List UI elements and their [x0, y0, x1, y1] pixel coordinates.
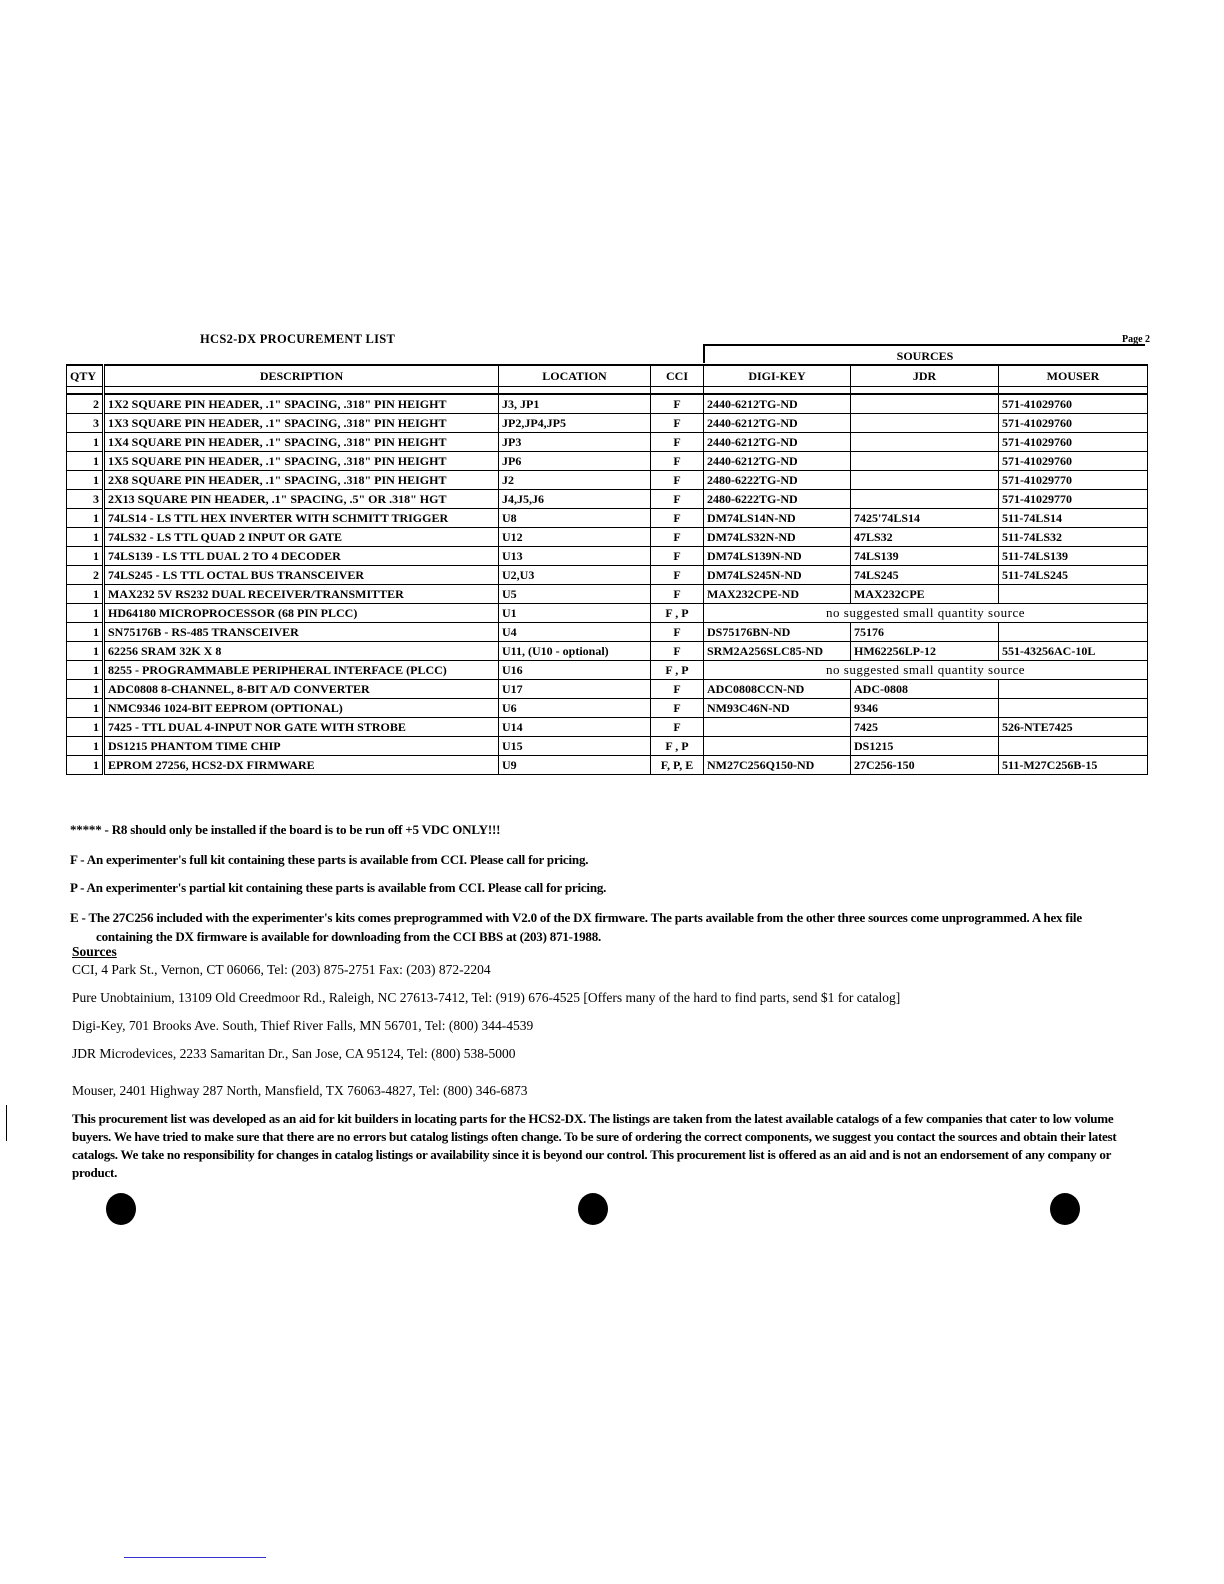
table-row — [67, 509, 1148, 528]
qty-cell: 1 — [67, 509, 104, 528]
table-row — [67, 604, 1148, 623]
description-cell: ADC0808 8-CHANNEL, 8-BIT A/D CONVERTER — [104, 680, 499, 699]
digikey-cell: 2440-6212TG-ND — [704, 452, 851, 471]
description-cell: NMC9346 1024-BIT EEPROM (OPTIONAL) — [104, 699, 499, 718]
description-cell: SN75176B - RS-485 TRANSCEIVER — [104, 623, 499, 642]
location-cell: U16 — [499, 661, 651, 680]
no-source-note: no suggested small quantity source — [704, 604, 1148, 623]
table-row — [67, 756, 1148, 775]
jdr-cell — [851, 433, 999, 452]
qty-cell: 1 — [67, 699, 104, 718]
location-cell: U12 — [499, 528, 651, 547]
digikey-cell: 2440-6212TG-ND — [704, 433, 851, 452]
location-cell: U2,U3 — [499, 566, 651, 585]
cci-cell: F — [651, 433, 704, 452]
mouser-cell: 571-41029760 — [999, 414, 1148, 433]
procurement-table — [66, 364, 1148, 775]
margin-mark — [6, 1105, 7, 1141]
qty-cell: 1 — [67, 623, 104, 642]
description-cell: 7425 - TTL DUAL 4-INPUT NOR GATE WITH STROBE — [104, 718, 499, 737]
jdr-cell: 74LS139 — [851, 547, 999, 566]
cci-cell: F — [651, 547, 704, 566]
footnote: E - The 27C256 included with the experimenter's kits comes preprogrammed with V2.0 of the DX firmware. The parts available from the other three sources come unprogrammed. A hex file containing the DX firmware is available for downloading from the CCI BBS at (203) 871-1988. — [70, 910, 1082, 944]
qty-cell: 1 — [67, 528, 104, 547]
digikey-cell: 2440-6212TG-ND — [704, 414, 851, 433]
location-cell: U17 — [499, 680, 651, 699]
table-row — [67, 623, 1148, 642]
digikey-cell: DM74LS245N-ND — [704, 566, 851, 585]
jdr-cell — [851, 452, 999, 471]
source-entry: Mouser, 2401 Highway 287 North, Mansfield, TX 76063-4827, Tel: (800) 346-6873 — [72, 1083, 528, 1098]
qty-cell: 3 — [67, 490, 104, 509]
cci-cell: F — [651, 718, 704, 737]
footnote: F - An experimenter's full kit containing these parts is available from CCI. Please call for pricing. — [70, 852, 589, 867]
mouser-cell: 571-41029760 — [999, 433, 1148, 452]
mouser-cell: 511-74LS14 — [999, 509, 1148, 528]
description-cell: EPROM 27256, HCS2-DX FIRMWARE — [104, 756, 499, 775]
digikey-cell: 2480-6222TG-ND — [704, 490, 851, 509]
location-cell: U1 — [499, 604, 651, 623]
table-row — [67, 718, 1148, 737]
qty-cell: 1 — [67, 661, 104, 680]
table-row — [67, 452, 1148, 471]
no-source-note: no suggested small quantity source — [704, 661, 1148, 680]
table-body — [67, 394, 1148, 775]
jdr-cell: 27C256-150 — [851, 756, 999, 775]
digikey-cell: NM93C46N-ND — [704, 699, 851, 718]
table-row — [67, 661, 1148, 680]
document-title: HCS2-DX PROCUREMENT LIST — [200, 332, 396, 346]
col-mouser: MOUSER — [999, 365, 1148, 387]
jdr-cell: HM62256LP-12 — [851, 642, 999, 661]
qty-cell: 2 — [67, 566, 104, 585]
digikey-cell: DM74LS32N-ND — [704, 528, 851, 547]
source-entry: JDR Microdevices, 2233 Samaritan Dr., San Jose, CA 95124, Tel: (800) 538-5000 — [72, 1046, 516, 1061]
digikey-cell — [704, 737, 851, 756]
description-cell: 74LS32 - LS TTL QUAD 2 INPUT OR GATE — [104, 528, 499, 547]
jdr-cell: 7425'74LS14 — [851, 509, 999, 528]
col-digikey: DIGI-KEY — [704, 365, 851, 387]
cci-cell: F — [651, 528, 704, 547]
description-cell: 1X2 SQUARE PIN HEADER, .1" SPACING, .318" PIN HEIGHT — [104, 394, 499, 414]
mouser-cell: 571-41029770 — [999, 490, 1148, 509]
jdr-cell: DS1215 — [851, 737, 999, 756]
location-cell: U4 — [499, 623, 651, 642]
mouser-cell: 571-41029760 — [999, 452, 1148, 471]
location-cell: U14 — [499, 718, 651, 737]
punch-hole-right — [1050, 1193, 1080, 1225]
table-row — [67, 490, 1148, 509]
qty-cell: 1 — [67, 547, 104, 566]
qty-cell: 1 — [67, 737, 104, 756]
digikey-cell: ADC0808CCN-ND — [704, 680, 851, 699]
mouser-cell — [999, 737, 1148, 756]
cci-cell: F — [651, 490, 704, 509]
qty-cell: 2 — [67, 394, 104, 414]
location-cell: J2 — [499, 471, 651, 490]
description-cell: 2X13 SQUARE PIN HEADER, .1" SPACING, .5" OR .318" HGT — [104, 490, 499, 509]
jdr-cell — [851, 394, 999, 414]
cci-cell: F , P — [651, 737, 704, 756]
jdr-cell: 7425 — [851, 718, 999, 737]
table-row — [67, 414, 1148, 433]
header-spacer — [67, 387, 1148, 395]
digikey-cell: MAX232CPE-ND — [704, 585, 851, 604]
table-header-row — [67, 365, 1148, 387]
mouser-cell — [999, 699, 1148, 718]
qty-cell: 1 — [67, 471, 104, 490]
mouser-cell — [999, 680, 1148, 699]
description-cell: 74LS139 - LS TTL DUAL 2 TO 4 DECODER — [104, 547, 499, 566]
table-row — [67, 566, 1148, 585]
jdr-cell — [851, 414, 999, 433]
page-number: Page 2 — [1122, 334, 1151, 345]
cci-cell: F , P — [651, 661, 704, 680]
description-cell: DS1215 PHANTOM TIME CHIP — [104, 737, 499, 756]
cci-cell: F , P — [651, 604, 704, 623]
description-cell: 2X8 SQUARE PIN HEADER, .1" SPACING, .318" PIN HEIGHT — [104, 471, 499, 490]
cci-cell: F — [651, 699, 704, 718]
location-cell: J3, JP1 — [499, 394, 651, 414]
location-cell: J4,J5,J6 — [499, 490, 651, 509]
mouser-cell: 511-M27C256B-15 — [999, 756, 1148, 775]
digikey-cell: 2440-6212TG-ND — [704, 394, 851, 414]
digikey-cell — [704, 718, 851, 737]
cci-cell: F — [651, 414, 704, 433]
footnote: P - An experimenter's partial kit containing these parts is available from CCI. Please call for pricing. — [70, 880, 607, 895]
description-cell: 1X3 SQUARE PIN HEADER, .1" SPACING, .318" PIN HEIGHT — [104, 414, 499, 433]
description-cell: 62256 SRAM 32K X 8 — [104, 642, 499, 661]
digikey-cell: DM74LS14N-ND — [704, 509, 851, 528]
qty-cell: 1 — [67, 756, 104, 775]
punch-hole-center — [578, 1193, 608, 1225]
table-row — [67, 699, 1148, 718]
jdr-cell: 47LS32 — [851, 528, 999, 547]
description-cell: 1X5 SQUARE PIN HEADER, .1" SPACING, .318" PIN HEIGHT — [104, 452, 499, 471]
table-row — [67, 642, 1148, 661]
mouser-cell: 526-NTE7425 — [999, 718, 1148, 737]
location-cell: JP3 — [499, 433, 651, 452]
cci-cell: F — [651, 623, 704, 642]
footnote: ***** - R8 should only be installed if the board is to be run off +5 VDC ONLY!!! — [70, 822, 501, 837]
digikey-cell: NM27C256Q150-ND — [704, 756, 851, 775]
cci-cell: F, P, E — [651, 756, 704, 775]
jdr-cell — [851, 490, 999, 509]
jdr-cell: 74LS245 — [851, 566, 999, 585]
source-entry: CCI, 4 Park St., Vernon, CT 06066, Tel: (203) 875-2751 Fax: (203) 872-2204 — [72, 962, 491, 977]
qty-cell: 1 — [67, 585, 104, 604]
location-cell: U8 — [499, 509, 651, 528]
mouser-cell — [999, 585, 1148, 604]
jdr-cell: MAX232CPE — [851, 585, 999, 604]
cci-cell: F — [651, 585, 704, 604]
description-cell: 8255 - PROGRAMMABLE PERIPHERAL INTERFACE (PLCC) — [104, 661, 499, 680]
digikey-cell: DS75176BN-ND — [704, 623, 851, 642]
sources-title: Sources — [72, 944, 117, 959]
digikey-cell: DM74LS139N-ND — [704, 547, 851, 566]
source-entry: Pure Unobtainium, 13109 Old Creedmoor Rd., Raleigh, NC 27613-7412, Tel: (919) 676-4525 [Offers many of the hard to find parts, send $1 for catalog] — [72, 990, 901, 1005]
mouser-cell: 511-74LS245 — [999, 566, 1148, 585]
description-cell: HD64180 MICROPROCESSOR (68 PIN PLCC) — [104, 604, 499, 623]
source-entry: Digi-Key, 701 Brooks Ave. South, Thief River Falls, MN 56701, Tel: (800) 344-4539 — [72, 1018, 534, 1033]
table-row — [67, 585, 1148, 604]
jdr-cell — [851, 471, 999, 490]
description-cell: 74LS245 - LS TTL OCTAL BUS TRANSCEIVER — [104, 566, 499, 585]
location-cell: JP2,JP4,JP5 — [499, 414, 651, 433]
mouser-cell: 511-74LS139 — [999, 547, 1148, 566]
col-cci: CCI — [651, 365, 704, 387]
qty-cell: 1 — [67, 604, 104, 623]
cci-cell: F — [651, 509, 704, 528]
disclaimer: This procurement list was developed as an aid for kit builders in locating parts for the HCS2-DX. The listings are taken from the latest available catalogs of a few companies that cater to low volume buyers. We have tried to make sure that there are no errors but catalog listings often change. To be sure of ordering the correct components, we suggest you contact the sources and obtain their latest catalogs. We take no responsibility for changes in catalog listings or availability since it is beyond our control. This procurement list is offered as an aid and is not an endorsement of any company or product. — [72, 1111, 1117, 1180]
mouser-cell — [999, 623, 1148, 642]
location-cell: U5 — [499, 585, 651, 604]
location-cell: U11, (U10 - optional) — [499, 642, 651, 661]
qty-cell: 1 — [67, 718, 104, 737]
description-cell: MAX232 5V RS232 DUAL RECEIVER/TRANSMITTER — [104, 585, 499, 604]
punch-hole-left — [106, 1193, 136, 1225]
cci-cell: F — [651, 394, 704, 414]
table-row — [67, 680, 1148, 699]
cci-cell: F — [651, 642, 704, 661]
qty-cell: 1 — [67, 680, 104, 699]
digikey-cell: SRM2A256SLC85-ND — [704, 642, 851, 661]
table-row — [67, 737, 1148, 756]
mouser-cell: 551-43256AC-10L — [999, 642, 1148, 661]
table-row — [67, 394, 1148, 414]
qty-cell: 1 — [67, 452, 104, 471]
col-jdr: JDR — [851, 365, 999, 387]
col-qty: QTY — [67, 365, 104, 387]
table-row — [67, 433, 1148, 452]
qty-cell: 1 — [67, 433, 104, 452]
cci-cell: F — [651, 471, 704, 490]
col-description: DESCRIPTION — [104, 365, 499, 387]
location-cell: U9 — [499, 756, 651, 775]
table-row — [67, 528, 1148, 547]
mouser-cell: 571-41029760 — [999, 394, 1148, 414]
jdr-cell: ADC-0808 — [851, 680, 999, 699]
mouser-cell: 511-74LS32 — [999, 528, 1148, 547]
footer-rule — [124, 1557, 266, 1558]
cci-cell: F — [651, 452, 704, 471]
qty-cell: 3 — [67, 414, 104, 433]
table-row — [67, 471, 1148, 490]
description-cell: 1X4 SQUARE PIN HEADER, .1" SPACING, .318" PIN HEIGHT — [104, 433, 499, 452]
jdr-cell: 75176 — [851, 623, 999, 642]
col-location: LOCATION — [499, 365, 651, 387]
cci-cell: F — [651, 680, 704, 699]
location-cell: U6 — [499, 699, 651, 718]
location-cell: U13 — [499, 547, 651, 566]
digikey-cell: 2480-6222TG-ND — [704, 471, 851, 490]
qty-cell: 1 — [67, 642, 104, 661]
location-cell: JP6 — [499, 452, 651, 471]
cci-cell: F — [651, 566, 704, 585]
sources-group-header: SOURCES — [703, 344, 1145, 363]
location-cell: U15 — [499, 737, 651, 756]
table-row — [67, 547, 1148, 566]
description-cell: 74LS14 - LS TTL HEX INVERTER WITH SCHMITT TRIGGER — [104, 509, 499, 528]
mouser-cell: 571-41029770 — [999, 471, 1148, 490]
jdr-cell: 9346 — [851, 699, 999, 718]
